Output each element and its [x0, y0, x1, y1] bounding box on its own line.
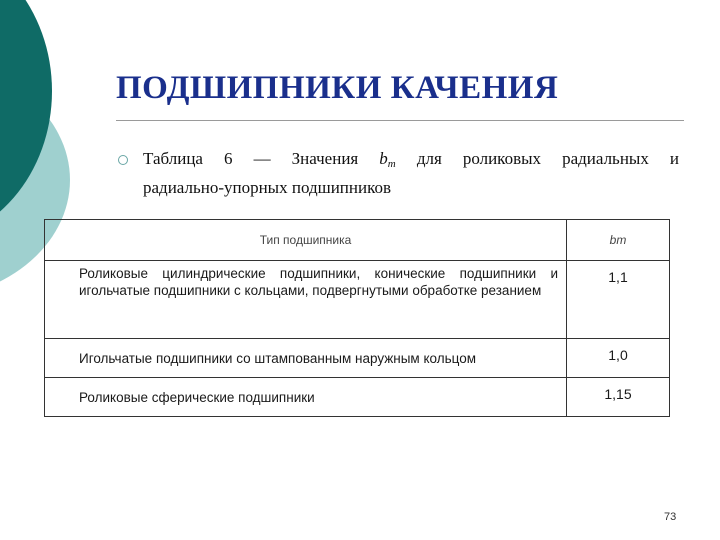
cell-bm-value: 1,1 — [567, 261, 670, 339]
cell-bearing-type: Игольчатые подшипники со штампованным наружным кольцом — [45, 339, 567, 378]
caption-text-before: Таблица 6 — Значения — [143, 149, 380, 168]
table-header-row — [45, 220, 670, 261]
decorative-teal-circle — [0, 0, 52, 242]
bullet-circle-icon — [118, 155, 128, 165]
caption-line-2: радиально-упорных подшипников — [143, 178, 392, 197]
bearing-table — [44, 219, 670, 417]
slide-title: ПОДШИПНИКИ КАЧЕНИЯ — [116, 70, 559, 106]
caption-line-1 — [143, 147, 679, 176]
header-bearing-type: Тип подшипника — [45, 220, 567, 261]
page-number: 73 — [664, 511, 677, 523]
cell-bearing-type: Роликовые сферические подшипники — [45, 378, 567, 417]
table-row — [45, 378, 670, 417]
header-bm: bm — [567, 220, 670, 261]
cell-bm-value: 1,15 — [567, 378, 670, 417]
table-row — [45, 339, 670, 378]
cell-bm-value: 1,0 — [567, 339, 670, 378]
table-row — [45, 261, 670, 339]
caption-subscript: m — [387, 158, 396, 170]
caption-symbol: b — [379, 149, 388, 168]
title-divider — [116, 120, 684, 121]
caption-text-after: для роликовых радиальных и — [395, 149, 679, 168]
cell-bearing-type: Роликовые цилиндрические подшипники, конические подшипники и игольчатые подшипники с кольцами, подвергнутыми обработке резанием — [45, 261, 567, 339]
table-caption — [143, 147, 679, 200]
